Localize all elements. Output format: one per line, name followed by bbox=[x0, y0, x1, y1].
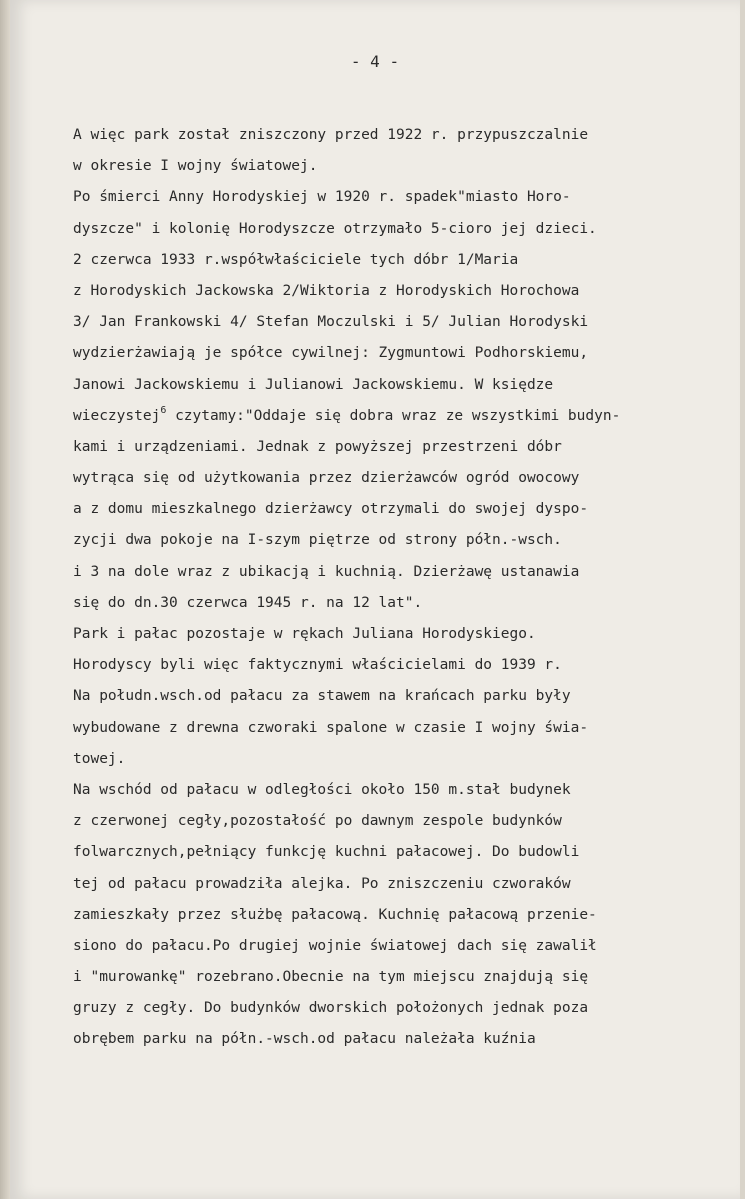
text-line: kami i urządzeniami. Jednak z powyższej przestrzeni dóbr bbox=[73, 438, 562, 455]
text-line: 2 czerwca 1933 r.współwłaściciele tych dóbr 1/Maria bbox=[73, 251, 519, 268]
page-binding-edge bbox=[0, 0, 10, 1199]
text-line: wydzierżawiają je spółce cywilnej: Zygmuntowi Podhorskiemu, bbox=[73, 345, 589, 362]
text-line: siono do pałacu.Po drugiej wojnie światowej dach się zawalił bbox=[73, 937, 597, 954]
text-line: 3/ Jan Frankowski 4/ Stefan Moczulski i 5/ Julian Horodyski bbox=[73, 314, 589, 331]
text-line: wybudowane z drewna czworaki spalone w czasie I wojny świa- bbox=[73, 719, 589, 736]
line-rest: czytamy:"Oddaje się dobra wraz ze wszystkimi budyn- bbox=[175, 407, 621, 424]
text-line: Na wschód od pałacu w odległości około 150 m.stał budynek bbox=[73, 781, 571, 798]
text-line: zycji dwa pokoje na I-szym piętrze od strony półn.-wsch. bbox=[73, 532, 562, 549]
text-line: zamieszkały przez służbę pałacową. Kuchnię pałacową przenie- bbox=[73, 906, 597, 923]
text-line-with-footnote bbox=[73, 401, 723, 432]
line-prefix: wieczystej bbox=[73, 407, 161, 424]
text-line: się do dn.30 czerwca 1945 r. na 12 lat". bbox=[73, 594, 423, 611]
text-line: Na połudn.wsch.od pałacu za stawem na krańcach parku były bbox=[73, 688, 571, 705]
body-text bbox=[73, 120, 723, 1056]
text-line: A więc park został zniszczony przed 1922 r. przypuszczalnie bbox=[73, 127, 589, 143]
text-line: a z domu mieszkalnego dzierżawcy otrzymali do swojej dyspo- bbox=[73, 501, 589, 518]
page-number: - 4 - bbox=[350, 52, 400, 71]
text-line: i 3 na dole wraz z ubikacją i kuchnią. Dzierżawę ustanawia bbox=[73, 563, 580, 580]
text-line: Park i pałac pozostaje w rękach Juliana Horodyskiego. bbox=[73, 626, 536, 642]
footnote-marker: 6 bbox=[160, 404, 167, 416]
text-line: Po śmierci Anny Horodyskiej w 1920 r. spadek"miasto Horo- bbox=[73, 189, 571, 206]
text-line: towej. bbox=[73, 750, 126, 767]
text-line: gruzy z cegły. Do budynków dworskich położonych jednak poza bbox=[73, 1000, 589, 1017]
text-line: folwarcznych,pełniący funkcję kuchni pałacowej. Do budowli bbox=[73, 844, 580, 861]
text-line: Horodyscy byli więc faktycznymi właścicielami do 1939 r. bbox=[73, 657, 562, 674]
text-line: i "murowankę" rozebrano.Obecnie na tym miejscu znajdują się bbox=[73, 969, 589, 986]
text-line: dyszcze" i kolonię Horodyszcze otrzymało 5-cioro jej dzieci. bbox=[73, 220, 597, 237]
document-page bbox=[10, 0, 740, 1199]
text-line: w okresie I wojny światowej. bbox=[73, 158, 318, 175]
text-line: Janowi Jackowskiemu i Julianowi Jackowskiemu. W księdze bbox=[73, 376, 554, 393]
text-line: z czerwonej cegły,pozostałość po dawnym zespole budynków bbox=[73, 813, 562, 830]
text-line: wytrąca się od użytkowania przez dzierżawców ogród owocowy bbox=[73, 470, 580, 487]
text-line: z Horodyskich Jackowska 2/Wiktoria z Horodyskich Horochowa bbox=[73, 282, 580, 299]
text-line: obrębem parku na półn.-wsch.od pałacu należała kuźnia bbox=[73, 1031, 536, 1048]
text-line: tej od pałacu prowadziła alejka. Po zniszczeniu czworaków bbox=[73, 875, 571, 892]
